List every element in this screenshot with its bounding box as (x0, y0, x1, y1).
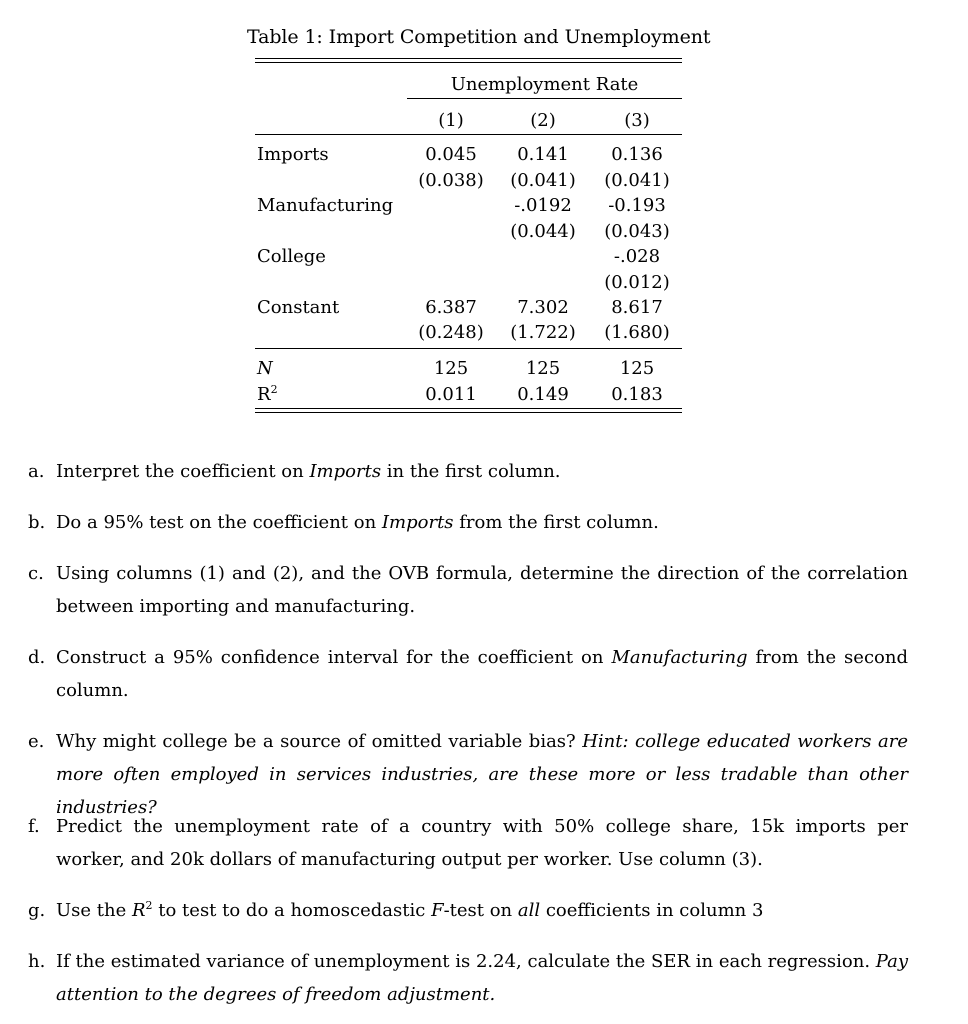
se-cell: (0.012) (604, 272, 670, 293)
question-f (28, 810, 908, 876)
question-letter: a. (28, 461, 45, 482)
stat-cell: 0.149 (517, 384, 569, 405)
question-letter: b. (28, 512, 46, 533)
table-row-manufacturing-se (255, 219, 682, 245)
se-cell: (1.680) (604, 322, 670, 343)
column-header: (2) (530, 110, 556, 131)
row-label: Imports (257, 144, 329, 165)
question-letter: h. (28, 951, 46, 972)
table-row-imports-se (255, 168, 682, 194)
table-row-college (255, 244, 682, 270)
coef-cell: -.0192 (514, 195, 572, 216)
stat-cell: 125 (433, 358, 469, 379)
question-text: Using columns (1) and (2), and the OVB formula, determine the direction of the correlation between importing and manufacturing. (56, 563, 908, 617)
table-caption: Table 1: Import Competition and Unemployment (247, 26, 711, 48)
stat-cell: 125 (619, 358, 655, 379)
table-row-college-se (255, 270, 682, 296)
question-text: If the estimated variance of unemployment is 2.24, calculate the SER in each regression. Pay attention to the degrees of freedom adjustment. (56, 951, 908, 1005)
se-cell: (0.044) (510, 221, 576, 242)
table-row-constant (255, 295, 682, 321)
question-d (28, 641, 908, 707)
question-h (28, 945, 908, 1011)
stats-rule (255, 348, 682, 349)
row-label: Constant (257, 297, 340, 318)
table-row-manufacturing (255, 193, 682, 219)
table-top-rule (255, 58, 682, 59)
se-cell: (0.038) (418, 170, 484, 191)
table-row-constant-se (255, 320, 682, 346)
question-text: Why might college be a source of omitted variable bias? Hint: college educated workers are more often employed in services industries, are these more or less tradable than other industries? (56, 731, 908, 818)
group-header: Unemployment Rate (450, 74, 639, 95)
column-header: (1) (438, 110, 464, 131)
se-cell: (1.722) (510, 322, 576, 343)
question-a (28, 455, 908, 488)
coef-cell: -0.193 (608, 195, 666, 216)
table-bottom-rule-2 (255, 412, 682, 413)
row-label: N (257, 358, 273, 379)
question-text: Do a 95% test on the coefficient on Imports from the first column. (56, 512, 659, 533)
coef-cell: 0.136 (611, 144, 663, 165)
r2-sup: 2 (270, 383, 278, 396)
question-c (28, 557, 908, 623)
question-letter: g. (28, 900, 46, 921)
table-row-n (255, 356, 682, 382)
column-header-row (255, 108, 682, 134)
column-header: (3) (624, 110, 650, 131)
question-b (28, 506, 908, 539)
se-cell: (0.041) (604, 170, 670, 191)
row-label (257, 382, 278, 408)
stat-cell: 125 (525, 358, 561, 379)
row-label: College (257, 246, 326, 267)
group-header-rule (407, 98, 682, 99)
coef-cell: 0.141 (517, 144, 569, 165)
table-row-imports (255, 142, 682, 168)
question-letter: e. (28, 731, 45, 752)
se-cell: (0.043) (604, 221, 670, 242)
header-rule (255, 134, 682, 135)
question-g (28, 894, 908, 927)
coef-cell: 8.617 (611, 297, 663, 318)
question-letter: f. (28, 816, 40, 837)
stat-cell: 0.183 (611, 384, 663, 405)
question-letter: c. (28, 563, 44, 584)
coef-cell: 7.302 (517, 297, 569, 318)
coef-cell: 6.387 (425, 297, 477, 318)
question-text: Predict the unemployment rate of a country with 50% college share, 15k imports per worker, and 20k dollars of manufacturing output per worker. Use column (3). (56, 816, 908, 870)
coef-cell: 0.045 (425, 144, 477, 165)
question-text: Construct a 95% confidence interval for the coefficient on Manufacturing from the second column. (56, 647, 908, 701)
question-letter: d. (28, 647, 46, 668)
table-top-rule-2 (255, 62, 682, 63)
se-cell: (0.248) (418, 322, 484, 343)
table-row-r2 (255, 382, 682, 408)
se-cell: (0.041) (510, 170, 576, 191)
question-text: Interpret the coefficient on Imports in the first column. (56, 461, 561, 482)
coef-cell: -.028 (613, 246, 661, 267)
stat-cell: 0.011 (425, 384, 477, 405)
row-label: Manufacturing (257, 195, 394, 216)
r2-base: R (257, 384, 271, 405)
table-bottom-rule (255, 408, 682, 409)
question-text: Use the $R^2$ to test to do a homoscedastic F-test on all coefficients in column 3 (56, 899, 764, 921)
